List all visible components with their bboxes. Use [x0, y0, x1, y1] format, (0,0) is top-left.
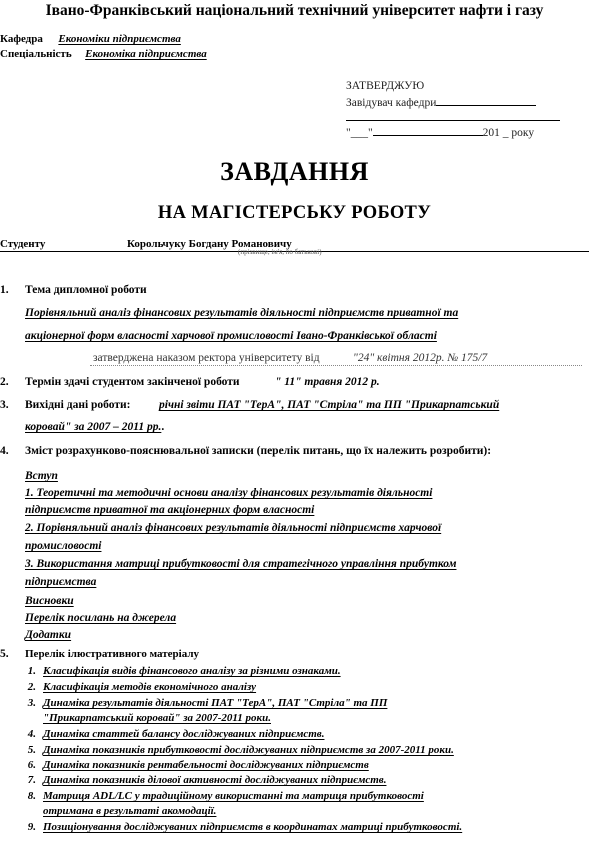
contents-line: підприємства: [25, 576, 97, 588]
section1-heading: Тема дипломної роботи: [25, 284, 147, 296]
section2-text: Термін здачі студентом закінченої роботи: [25, 376, 240, 388]
name-line: [346, 120, 560, 121]
approval-head-label: Завідувач кафедри: [346, 97, 437, 109]
contents-line: Висновки: [25, 595, 74, 607]
illustration-item: Матриця ADL/LC у традиційному використанні та матриця прибутковості: [43, 790, 424, 802]
illustration-number: 1.: [27, 665, 36, 677]
university-name: Івано-Франківський національний технічний університет нафти і газу: [45, 2, 544, 19]
kafedra-row: [0, 33, 181, 45]
contents-line: 3. Використання матриці прибутковості для стратегічного управління прибутком: [25, 558, 457, 570]
illustration-item: Позиціонування досліджуваних підприємств в координатах матриці прибутковості.: [43, 821, 463, 833]
section2-number: 2.: [0, 376, 9, 388]
topic-line-2: акціонерної форм власності харчової промисловості Івано-Франківської області: [25, 330, 437, 342]
illustration-item: Динаміка показників ділової активності досліджуваних підприємств.: [43, 774, 387, 786]
section5-heading: Перелік ілюстративного матеріалу: [25, 648, 199, 660]
specialnist-row: [0, 48, 207, 60]
task-subtitle: НА МАГІСТЕРСЬКУ РОБОТУ: [157, 203, 432, 223]
source-data-line-1: річні звіти ПАТ "ТерА", ПАТ "Стріла" та ПП "Прикарпатський: [159, 399, 500, 411]
contents-line: Додатки: [25, 629, 72, 641]
date-line: [373, 125, 483, 136]
illustration-number: 9.: [27, 821, 36, 833]
contents-line: 1. Теоретичні та методичні основи аналізу фінансових результатів діяльності: [25, 487, 433, 499]
contents-line: підприємств приватної та акціонерних форм власності: [25, 504, 315, 516]
source-data-row-2: [25, 421, 164, 433]
student-hint: (прізвище, ім'я, по батькові): [238, 248, 322, 256]
approval-date-prefix: "___": [346, 127, 373, 139]
contents-line: 2. Порівняльний аналіз фінансових результатів діяльності підприємств харчової: [25, 522, 442, 534]
section1-number: 1.: [0, 284, 9, 296]
section3-number: 3.: [0, 399, 9, 411]
illustration-item-continued: "Прикарпатський коровай" за 2007-2011 роки.: [43, 712, 271, 724]
illustration-number: 6.: [27, 759, 36, 771]
approval-date-row: [346, 125, 534, 139]
illustration-number: 4.: [27, 728, 36, 740]
contents-line: промисловості: [25, 540, 102, 552]
section4-heading: Зміст розрахунково-пояснювальної записки (перелік питань, що їх належить розробити):: [25, 445, 492, 457]
approval-date-suffix: 201 _ року: [482, 127, 535, 139]
illustration-item: Динаміка показників прибутковості досліджуваних підприємств за 2007-2011 роки.: [43, 744, 454, 756]
approval-title: ЗАТВЕРДЖУЮ: [346, 80, 425, 92]
illustration-number: 3.: [27, 697, 36, 709]
student-name: Корольчуку Богдану Романовичу: [127, 238, 292, 250]
contents-line: Перелік посилань на джерела: [25, 612, 177, 624]
approved-date: "24" квітня 2012р. № 175/7: [353, 352, 488, 364]
topic-line-1: Порівняльний аналіз фінансових результатів діяльності підприємств приватної та: [25, 307, 459, 319]
task-title: ЗАВДАННЯ: [220, 157, 369, 186]
illustration-item: Динаміка показників рентабельності досліджуваних підприємств: [43, 759, 369, 771]
illustration-item-continued: отримана в результаті акомодації.: [43, 805, 217, 817]
signature-line: [436, 95, 536, 106]
kafedra-label: Кафедра: [0, 33, 43, 45]
illustration-item: Динаміка статтей балансу досліджуваних підприємств.: [43, 728, 325, 740]
section5-number: 5.: [0, 648, 9, 660]
student-label: Студенту: [0, 238, 46, 250]
illustration-number: 2.: [27, 681, 36, 693]
source-data-line-2: коровай" за 2007 – 2011 рр.: [25, 421, 162, 433]
kafedra-value: Економіки підприємства: [58, 33, 181, 45]
illustration-item: Класифікація методів економічного аналізу: [43, 681, 257, 693]
specialnist-label: Спеціальність: [0, 48, 72, 60]
section4-number: 4.: [0, 445, 9, 457]
approval-head-row: [346, 95, 536, 109]
illustration-item: Динаміка результатів діяльності ПАТ "ТерА", ПАТ "Стріла" та ПП: [43, 697, 388, 709]
section3-text: Вихідні дані роботи:: [25, 399, 131, 411]
approved-dotted-line: [90, 365, 582, 366]
contents-line: Вступ: [25, 470, 58, 482]
illustration-number: 7.: [27, 774, 36, 786]
illustration-item: Класифікація видів фінансового аналізу за різними ознаками.: [43, 665, 341, 677]
section2-date: " 11" травня 2012 р.: [275, 376, 380, 388]
illustration-number: 8.: [27, 790, 36, 802]
illustration-number: 5.: [27, 744, 36, 756]
specialnist-value: Економіка підприємства: [85, 48, 207, 60]
approved-text: затверджена наказом ректора університету від: [93, 352, 320, 364]
source-data-end: .: [161, 421, 165, 433]
